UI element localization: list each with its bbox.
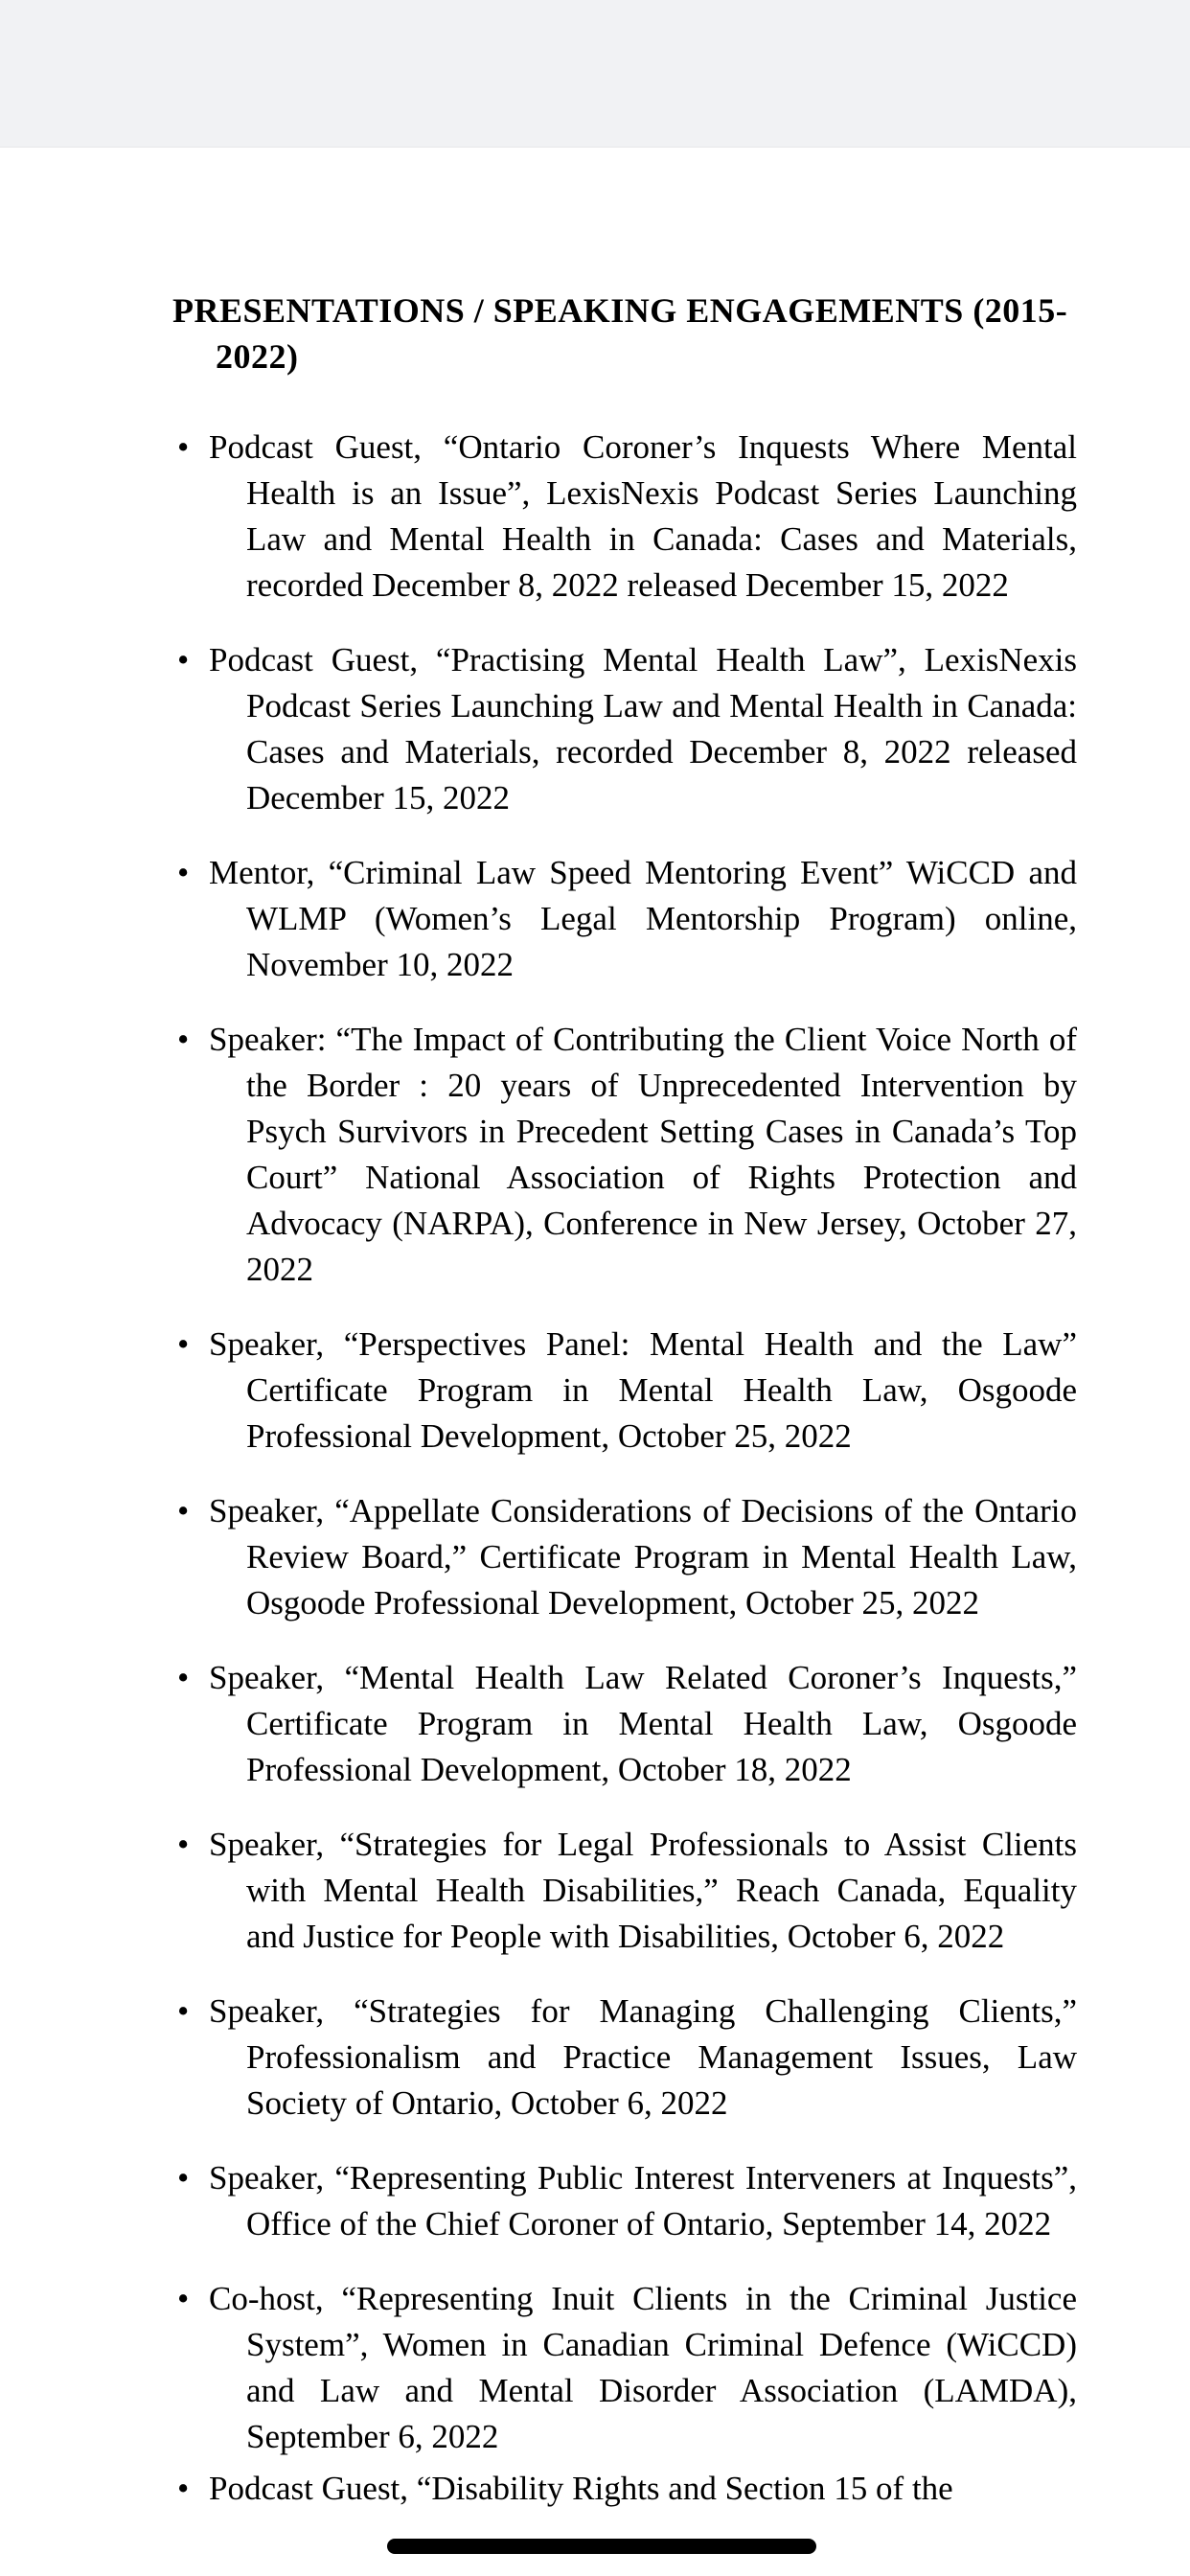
- list-item: [177, 1017, 1077, 1293]
- list-item-text: Podcast Guest, “Disability Rights and Section 15 of the: [209, 2470, 953, 2507]
- bullet-icon: •: [177, 854, 190, 891]
- list-item: [177, 1989, 1077, 2127]
- list-item: [177, 2276, 1077, 2460]
- list-item: [177, 850, 1077, 988]
- bullet-icon: •: [177, 1325, 190, 1363]
- bullet-icon: •: [177, 1021, 190, 1058]
- list-item-text: Speaker, “Appellate Considerations of Decisions of the Ontario Review Board,” Certificate Program in Mental Health Law, Osgoode Professional Development, October 25, 2022: [209, 1492, 1077, 1622]
- bullet-icon: •: [177, 2159, 190, 2196]
- list-item: [177, 1322, 1077, 1460]
- list-item-text: Speaker, “Strategies for Managing Challenging Clients,” Professionalism and Practice Management Issues, Law Society of Ontario, October 6, 2022: [209, 1992, 1077, 2122]
- bullet-icon: •: [177, 2470, 190, 2507]
- list-item-text: Co-host, “Representing Inuit Clients in the Criminal Justice System”, Women in Canadian Criminal Defence (WiCCD) and Law and Mental Disorder Association (LAMDA), September 6, 2022: [209, 2280, 1077, 2455]
- list-item: [177, 1822, 1077, 1960]
- status-bar-area: [0, 0, 1190, 148]
- list-item: [177, 2466, 1077, 2512]
- bullet-icon: •: [177, 2280, 190, 2317]
- list-item-text: Speaker, “Representing Public Interest Interveners at Inquests”, Office of the Chief Coroner of Ontario, September 14, 2022: [209, 2159, 1077, 2242]
- list-item: [177, 2155, 1077, 2247]
- list-item-text: Speaker, “Perspectives Panel: Mental Health and the Law” Certificate Program in Mental Health Law, Osgoode Professional Development, October 25, 2022: [209, 1325, 1077, 1455]
- list-item: [177, 425, 1077, 609]
- list-item: [177, 637, 1077, 821]
- list-item-text: Speaker: “The Impact of Contributing the Client Voice North of the Border : 20 years of Unprecedented Intervention by Psych Survivors in Precedent Setting Cases in Canada’s Top Court” National Association of Rights Protection and Advocacy (NARPA), Conference in New Jersey, October 27, 2022: [209, 1021, 1077, 1288]
- bullet-icon: •: [177, 1492, 190, 1530]
- bullet-icon: •: [177, 1826, 190, 1863]
- list-item-text: Speaker, “Strategies for Legal Professionals to Assist Clients with Mental Health Disabilities,” Reach Canada, Equality and Justice for People with Disabilities, October 6, 2022: [209, 1826, 1077, 1955]
- list-item-text: Podcast Guest, “Ontario Coroner’s Inquests Where Mental Health is an Issue”, LexisNexis Podcast Series Launching Law and Mental Health in Canada: Cases and Materials, recorded December 8, 2022 released December 15, 2022: [209, 428, 1077, 604]
- bullet-icon: •: [177, 428, 190, 466]
- section-heading: PRESENTATIONS / SPEAKING ENGAGEMENTS (2015-2022): [172, 291, 1068, 376]
- presentations-list: [177, 425, 1077, 2512]
- bullet-icon: •: [177, 1659, 190, 1696]
- list-item: [177, 1488, 1077, 1626]
- list-item-text: Podcast Guest, “Practising Mental Health Law”, LexisNexis Podcast Series Launching Law and Mental Health in Canada: Cases and Materials, recorded December 8, 2022 released December 15, 2022: [209, 641, 1077, 816]
- list-item-text: Mentor, “Criminal Law Speed Mentoring Event” WiCCD and WLMP (Women’s Legal Mentorship Program) online, November 10, 2022: [209, 854, 1077, 983]
- bullet-icon: •: [177, 1992, 190, 2030]
- home-indicator[interactable]: [387, 2539, 816, 2554]
- list-item-text: Speaker, “Mental Health Law Related Coroner’s Inquests,” Certificate Program in Mental Health Law, Osgoode Professional Development, October 18, 2022: [209, 1659, 1077, 1788]
- document-page: [0, 147, 1190, 2541]
- list-item: [177, 1655, 1077, 1793]
- bullet-icon: •: [177, 641, 190, 678]
